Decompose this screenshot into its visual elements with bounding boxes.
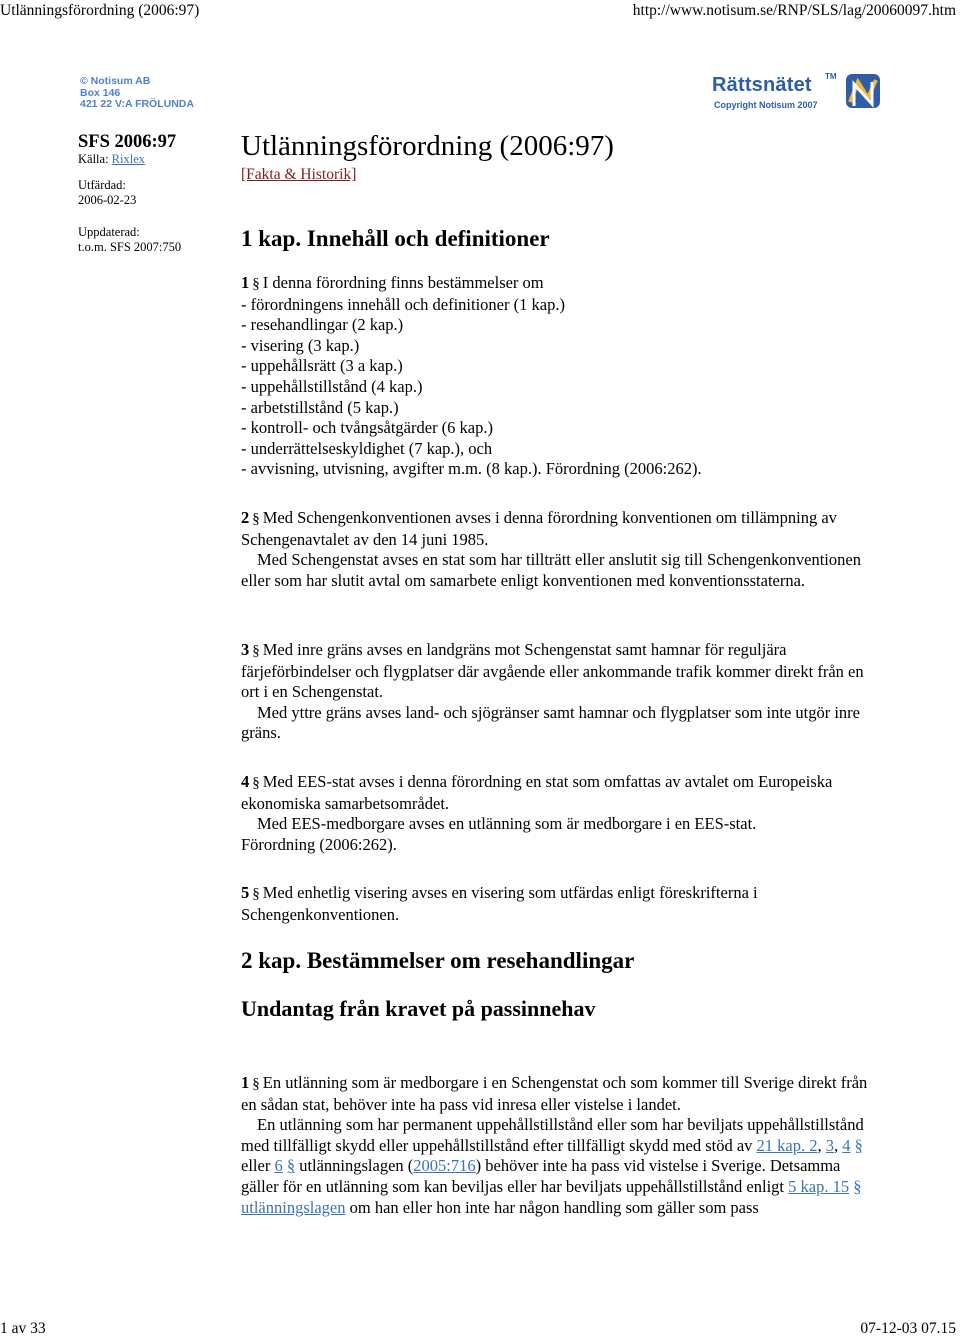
link-3[interactable]: 3 <box>825 1135 834 1155</box>
section-number: 4 <box>241 772 250 791</box>
logo-line-box: Box 146 <box>80 86 121 99</box>
paragraph-link-icon[interactable]: § <box>286 1156 296 1176</box>
section-text: Med Schengenstat avses en stat som har tillträtt eller anslutit sig till Schengenkonventionen eller som har slutit avtal om samarbete enligt konventionen med konventionsstaterna. <box>241 550 861 590</box>
paragraph-link-icon[interactable]: § <box>853 1176 862 1196</box>
section-text: Med EES-stat avses i denna förordning en stat som omfattas av avtalet om Europeiska ekonomiska samarbetsområdet. <box>241 772 833 813</box>
text-segment: , <box>817 1135 822 1155</box>
link-21-kap-2[interactable]: 21 kap. 2 <box>756 1135 818 1155</box>
paragraph-icon: § <box>252 775 260 791</box>
page-counter: 1 av 33 <box>0 1320 46 1337</box>
logo-tm: TM <box>825 72 837 81</box>
section-number: 1 <box>241 273 250 292</box>
notisum-logo <box>80 76 230 112</box>
logo-line-address: 421 22 V:A FRÖLUNDA <box>80 98 194 110</box>
source-line <box>78 152 228 168</box>
chapter-1-heading <box>241 226 550 252</box>
section-2-1 <box>241 1073 881 1218</box>
document-sidebar <box>78 132 228 256</box>
logo-copyright: Copyright Notisum 2007 <box>714 100 818 110</box>
page-header-url: http://www.notisum.se/RNP/SLS/lag/20060097.htm <box>632 2 956 19</box>
paragraph-icon: § <box>252 511 260 527</box>
updated-value: t.o.m. SFS 2007:750 <box>78 240 182 254</box>
document-main <box>241 130 941 1217</box>
rattsnatet-logo <box>712 70 884 116</box>
section-number: 5 <box>241 883 250 902</box>
link-utlanningslagen[interactable]: utlänningslagen <box>241 1197 346 1217</box>
fakta-historik-link[interactable]: [Fakta & Historik] <box>241 166 357 183</box>
chapter-1-title: 1 kap. Innehåll och definitioner <box>241 226 550 251</box>
text-segment: En utlänning som har permanent uppehållstillstånd eller som har beviljats uppehållstillstånd med tillfälligt skydd eller uppehållstillstånd efter tillfälligt skydd med stöd av <box>241 1115 864 1155</box>
text-segment: om han eller hon inte har någon handling som gäller som pass <box>349 1197 759 1217</box>
document-title: Utlänningsförordning (2006:97) <box>241 130 614 162</box>
section-1-4 <box>241 772 881 855</box>
list-item: - kontroll- och tvångsåtgärder (6 kap.) <box>241 418 493 438</box>
list-item: - visering (3 kap.) <box>241 335 360 355</box>
section-number: 2 <box>241 508 250 527</box>
section-text: Med enhetlig visering avses en visering som utfärdas enligt föreskrifterna i Schengenkonventionen. <box>241 883 758 924</box>
issued-label: Utfärdad: <box>78 177 126 192</box>
text-segment: utlänningslagen ( <box>299 1156 414 1176</box>
section-number: 1 <box>241 1073 250 1092</box>
list-item: - arbetstillstånd (5 kap.) <box>241 397 399 417</box>
text-segment: , <box>833 1135 839 1155</box>
updated-label: Uppdaterad: <box>78 224 140 239</box>
paragraph-icon: § <box>252 886 260 902</box>
list-item: - uppehållsrätt (3 a kap.) <box>241 356 403 376</box>
paragraph-icon: § <box>252 276 260 292</box>
rixlex-link[interactable]: Rixlex <box>111 152 146 166</box>
print-timestamp: 07-12-03 07.15 <box>860 1320 956 1337</box>
issued-date: 2006-02-23 <box>78 193 137 207</box>
list-item: - uppehållstillstånd (4 kap.) <box>241 376 423 396</box>
section-1-5 <box>241 883 886 925</box>
link-6[interactable]: 6 <box>274 1156 283 1176</box>
n-emblem-icon <box>844 72 884 112</box>
section-1-2 <box>241 508 881 591</box>
logo-line-copyright: © Notisum AB <box>80 75 151 87</box>
section-text: Med Schengenkonventionen avses i denna förordning konventionen om tillämpning av Schengenavtalet av den 14 juni 1985. <box>241 508 837 549</box>
link-2005-716[interactable]: 2005:716 <box>413 1156 476 1176</box>
chapter-2-heading <box>241 948 634 974</box>
list-item: - resehandlingar (2 kap.) <box>241 315 404 335</box>
section-text-with-links <box>241 1115 881 1218</box>
list-item: - avvisning, utvisning, avgifter m.m. (8 kap.). Förordning (2006:262). <box>241 459 702 479</box>
chapter-2-title: 2 kap. Bestämmelser om resehandlingar <box>241 948 635 973</box>
subheading: Undantag från kravet på passinnehav <box>241 996 596 1021</box>
section-text: I denna förordning finns bestämmelser om <box>262 273 544 292</box>
source-label: Källa: <box>78 152 109 166</box>
section-text: Förordning (2006:262). <box>241 834 397 854</box>
paragraph-link-icon[interactable]: § <box>854 1135 863 1155</box>
section-text: Med yttre gräns avses land- och sjögränser samt hamnar och flygplatser som inte utgör inre gräns. <box>241 702 860 743</box>
text-segment: ) behöver inte ha pass vid vistelse i Sverige. Detsamma gäller för en utlänning som kan beviljas eller har beviljats uppehållstillstånd enligt <box>241 1156 841 1196</box>
page-header-title: Utlänningsförordning (2006:97) <box>0 2 200 19</box>
paragraph-icon: § <box>252 643 260 659</box>
paragraph-icon: § <box>252 1076 260 1092</box>
list-item: - underrättelseskyldighet (7 kap.), och <box>241 438 493 458</box>
section-text: Med EES-medborgare avses en utlänning som är medborgare i en EES-stat. <box>257 814 757 834</box>
section-text: Med inre gräns avses en landgräns mot Schengenstat samt hamnar för reguljära färjeförbindelser och flygplatser där avgående eller ankommande trafik kommer direkt från en ort i en Schengenstat. <box>241 640 864 702</box>
link-5-kap-15[interactable]: 5 kap. 15 <box>788 1176 850 1196</box>
section-text: En utlänning som är medborgare i en Schengenstat och som kommer till Sverige direkt från en sådan stat, behöver inte ha pass vid inresa eller vistelse i landet. <box>241 1073 868 1114</box>
section-1-1 <box>241 273 941 480</box>
text-segment: eller <box>241 1156 271 1176</box>
link-4[interactable]: 4 <box>842 1135 851 1155</box>
section-number: 3 <box>241 640 250 659</box>
list-item: - förordningens innehåll och definitioner (1 kap.) <box>241 294 565 314</box>
sfs-number: SFS 2006:97 <box>78 132 177 152</box>
section-1-3 <box>241 640 881 744</box>
logo-name: Rättsnätet <box>712 74 812 96</box>
